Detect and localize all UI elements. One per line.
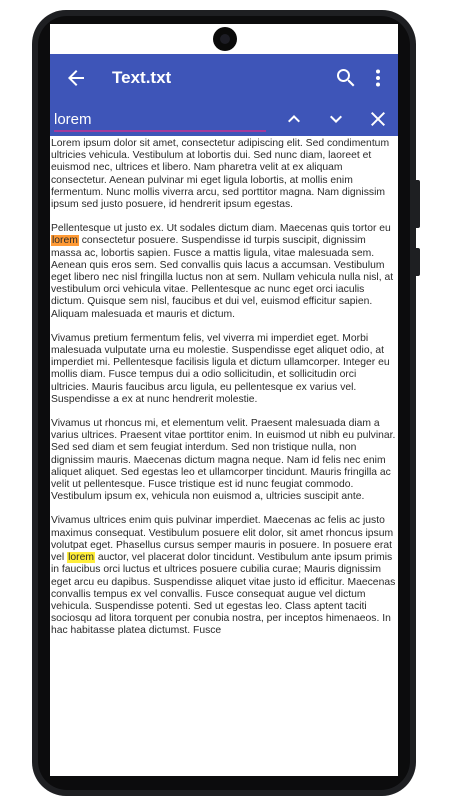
paragraph — [51, 223, 397, 321]
find-bar — [50, 102, 398, 136]
more-vert-icon[interactable] — [366, 66, 390, 90]
paragraph-text: Vivamus pretium fermentum felis, vel viverra mi imperdiet eget. Morbi malesuada vulputate urna eu molestie. Suspendisse eget aliquet odio, at imperdiet mi. Pellentesque facilisis ligula et dictum ullamcorper. Integer eu mollis diam. Fusce tempus dui a odio sollicitudin, et sollicitudin orci ultricies. Mauris faucibus arcu ligula, eu pellentesque ex varius vel. Suspendisse a ex at nunc hendrerit molestie. — [51, 332, 390, 405]
paragraph-text: Vivamus ultrices enim quis pulvinar imperdiet. Maecenas ac felis ac justo maximus consequat. Vestibulum posuere elit dolor, sit amet rhoncus ipsum volutpat eget. Phasellus cursus semper mauris in posuere. In posuere erat vel — [51, 515, 394, 564]
app-bar — [50, 54, 398, 102]
chevron-up-icon[interactable] — [282, 107, 306, 131]
paragraph-text: auctor, vel placerat dolor tincidunt. Vestibulum ante ipsum primis in faucibus orci luctus et ultrices posuere cubilia curae; Mauris dignissim eget arcu eu dapibus. Suspendisse aliquet vitae justo id efficitur. Maecenas convallis tempus ex vel convallis. Fusce consequat augue vel dictum vehicula. Suspendisse potenti. Sed ut egestas leo. Class aptent taciti sociosqu ad litora torquent per conubia nostra, per inceptos himenaeos. In hac habitasse platea dictumst. Fusce — [51, 552, 396, 637]
screen — [50, 24, 398, 776]
page-title: Text.txt — [112, 68, 172, 87]
paragraph — [51, 333, 397, 406]
text-content[interactable] — [50, 136, 398, 776]
volume-button — [416, 180, 420, 228]
close-icon[interactable] — [366, 107, 390, 131]
power-button — [416, 248, 420, 276]
paragraph-text: consectetur posuere. Suspendisse id turpis suscipit, dignissim massa ac, lobortis sapien. Fusce a mattis ligula, vitae malesuada sem. Aenean quis eros sem. Sed convallis quis lacus a accumsan. Vestibulum eget libero nec nisl fringilla luctus non at sem. Nullam vehicula nulla nisl, at vestibulum orci vehicula vitae. Pellentesque ac nunc eget orci iaculis dictum. Quisque sem nisl, faucibus et dui vel, euismod efficitur sapien. Aliquam malesuada et mauris et dictum. — [51, 235, 394, 320]
paragraph-text: Lorem ipsum dolor sit amet, consectetur adipiscing elit. Sed condimentum ultricies vehicula. Vestibulum at lobortis dui. Sed nunc diam, laoreet et euismod nec, ultrices et libero. Nam pharetra velit at ex aliquam consectetur. Aenean pulvinar mi eget ligula lobortis, at mollis enim fermentum. Nunc mollis viverra arcu, sed porttitor magna. Nam dignissim ipsum sed justo posuere, id hendrerit ipsum egestas. — [51, 138, 390, 211]
paragraph-text: Pellentesque ut justo ex. Ut sodales dictum diam. Maecenas quis tortor eu — [51, 223, 391, 235]
find-input[interactable] — [54, 108, 266, 132]
chevron-down-icon[interactable] — [324, 107, 348, 131]
status-bar — [50, 24, 398, 54]
current-match-highlight: lorem — [52, 235, 78, 247]
back-arrow-icon[interactable] — [64, 66, 88, 90]
paragraph — [51, 418, 397, 503]
match-highlight: lorem — [68, 552, 94, 564]
search-icon[interactable] — [334, 66, 358, 90]
paragraph-text: Vivamus ut rhoncus mi, et elementum velit. Praesent malesuada diam a varius ultrices. Praesent vitae porttitor enim. In euismod ut nibh eu pulvinar. Sed sed diam et sem feugiat interdum. Sed non tristique nulla, non dignissim mauris. Maecenas dictum magna neque. Nam id felis nec enim aliquet aliquet. Sed egestas leo et ullamcorper tincidunt. Mauris fringilla ac velit ut pellentesque. Fusce tristique est id nunc feugiat commodo. Vestibulum ipsum ex, vehicula non euismod a, ultricies suscipit ante. — [51, 418, 396, 503]
paragraph — [51, 515, 397, 637]
camera-icon — [213, 27, 237, 51]
paragraph — [51, 138, 397, 211]
